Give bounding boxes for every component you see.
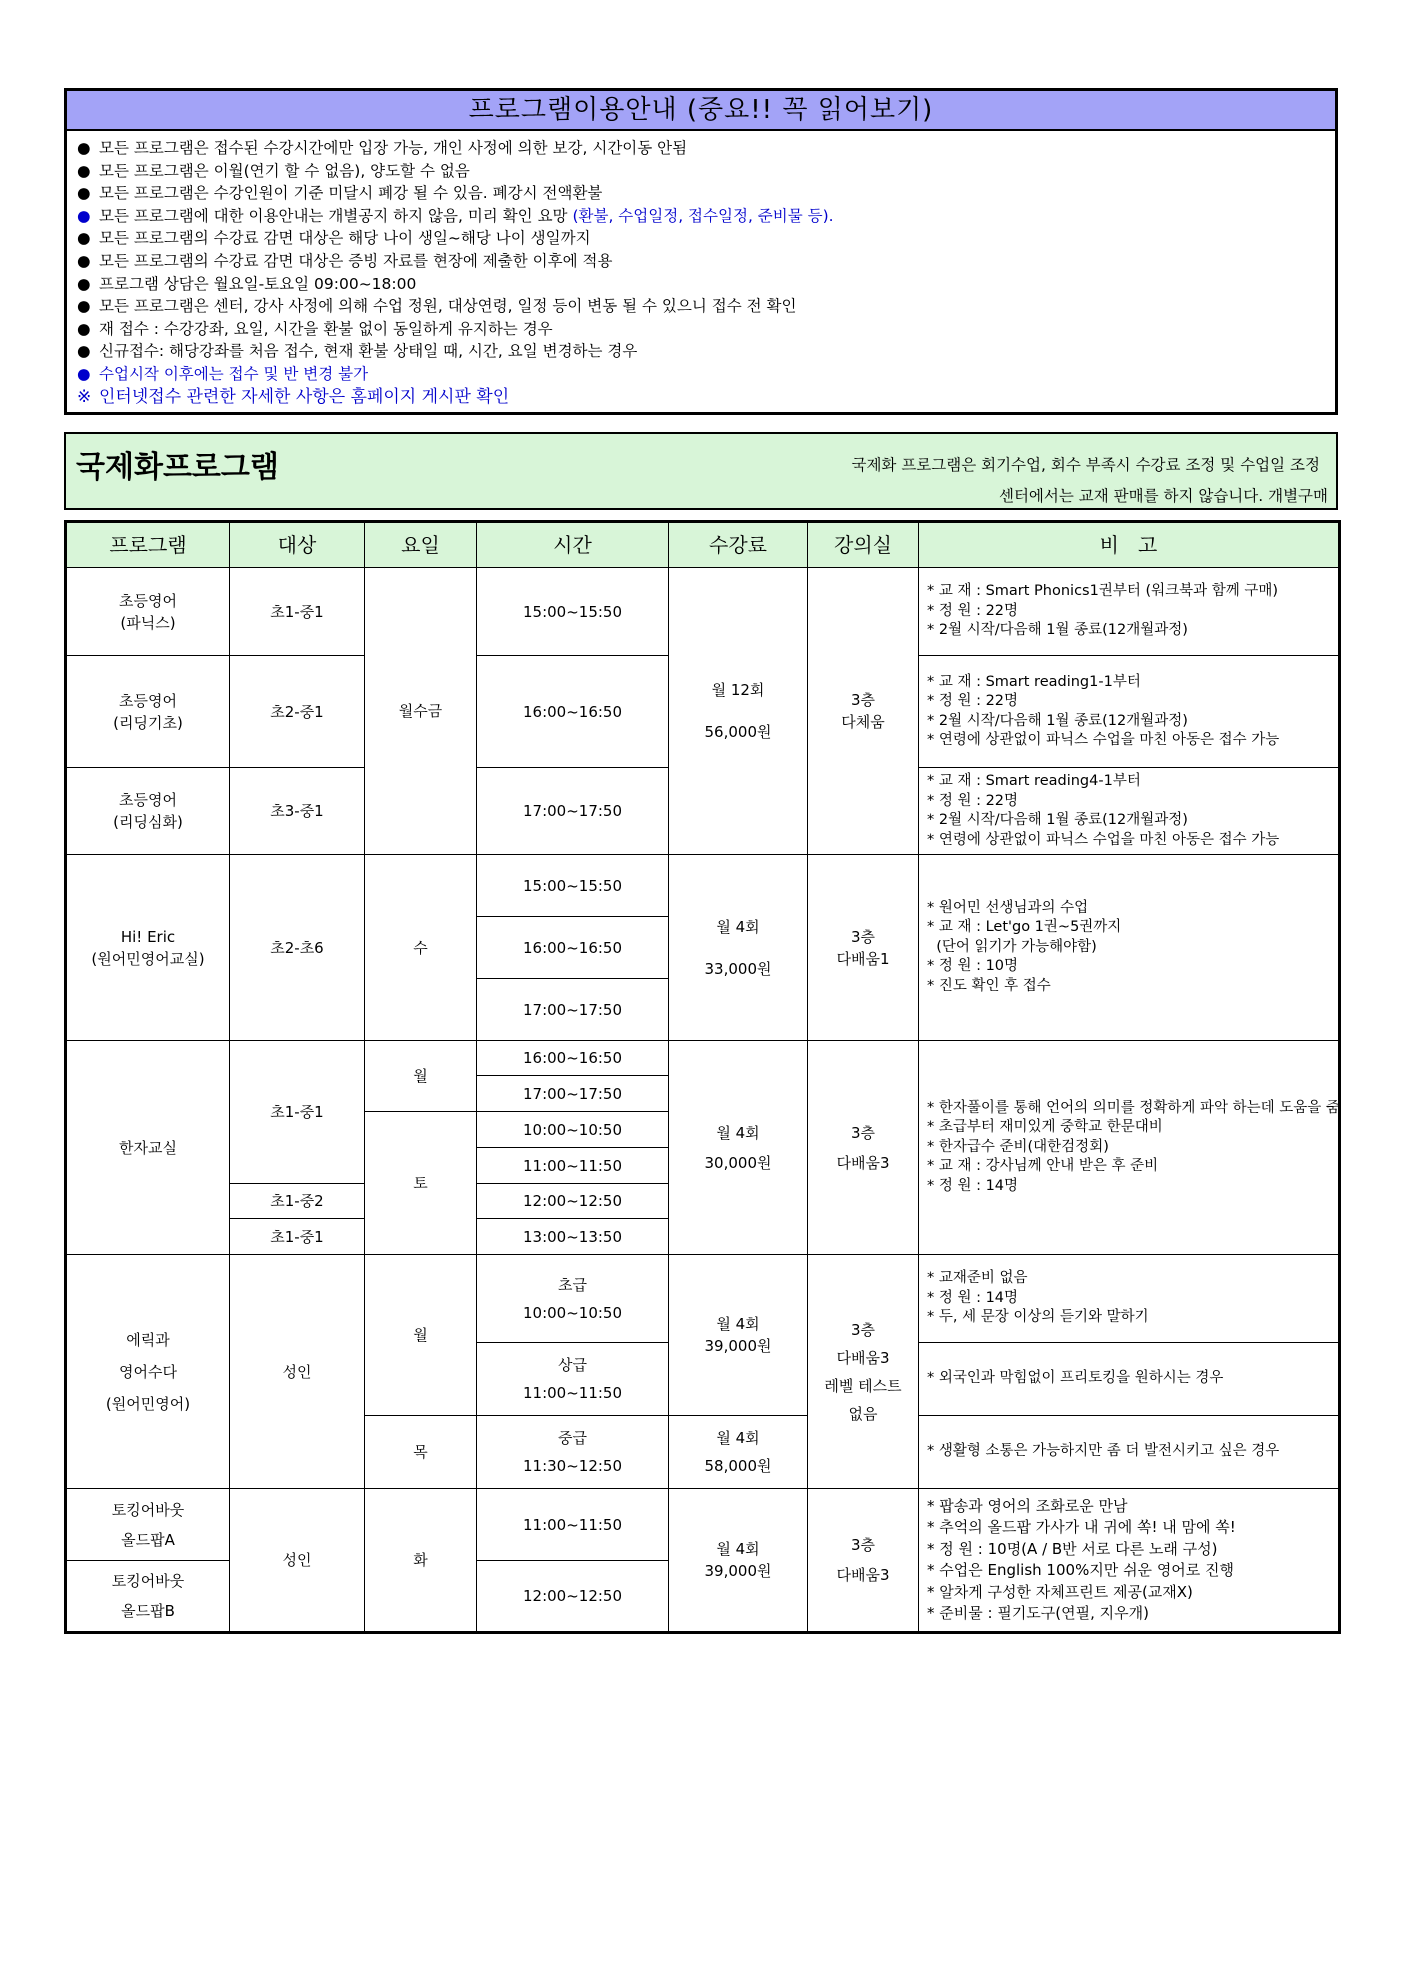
fee-cell: 월 4회 30,000원 — [669, 1041, 808, 1255]
time-cell: 12:00~12:50 — [477, 1184, 669, 1219]
target-cell: 성인 — [230, 1255, 365, 1489]
notice-item: ※ 인터넷접수 관련한 자세한 사항은 홈페이지 게시판 확인 — [77, 386, 510, 407]
section-note: 국제화 프로그램은 회기수업, 회수 부족시 수강료 조정 및 수업일 조정 — [851, 456, 1320, 474]
notice-item: ● 프로그램 상담은 월요일-토요일 09:00~18:00 — [77, 273, 1335, 296]
notice-item: ● 재 접수 : 수강강좌, 요일, 시간을 환불 없이 동일하게 유지하는 경우 — [77, 318, 1335, 341]
notice-item: ● 모든 프로그램의 수강료 감면 대상은 증빙 자료를 현장에 제출한 이후에 적용 — [77, 250, 1335, 273]
room-cell: 3층 다체움 — [808, 568, 919, 855]
notice-item: ● 모든 프로그램의 수강료 감면 대상은 해당 나이 생일~해당 나이 생일까지 — [77, 227, 1335, 250]
room-cell: 3층 다배움3 레벨 테스트 없음 — [808, 1255, 919, 1489]
note-cell: * 한자풀이를 통해 언어의 의미를 정확하게 파악 하는데 도움을 줌 * 초급부터 재미있게 중학교 한문대비 * 한자급수 준비(대한검정회) * 교 재 : 강사님께 안내 받은 후 준비 * 정 원 : 14명 — [919, 1041, 1340, 1255]
bullet-icon: ● — [77, 139, 91, 157]
day-cell: 수 — [365, 855, 477, 1041]
column-header: 프로그램 — [66, 522, 230, 568]
program-name: 초등영어 (리딩기초) — [66, 656, 230, 768]
section-note: 센터에서는 교재 판매를 하지 않습니다. 개별구매 — [998, 487, 1328, 505]
day-cell: 월 — [365, 1255, 477, 1416]
fee-cell: 월 4회 33,000원 — [669, 855, 808, 1041]
column-header: 요일 — [365, 522, 477, 568]
program-name: 초등영어 (파닉스) — [66, 568, 230, 656]
program-name: 한자교실 — [66, 1041, 230, 1255]
target-cell: 성인 — [230, 1489, 365, 1633]
room-cell: 3층 다배움3 — [808, 1041, 919, 1255]
column-header: 강의실 — [808, 522, 919, 568]
target-cell: 초2-초6 — [230, 855, 365, 1041]
time-cell: 상급 11:00~11:50 — [477, 1343, 669, 1416]
reference-mark-icon: ※ — [77, 386, 92, 407]
note-cell: * 교 재 : Smart Phonics1권부터 (워크북과 함께 구매) * 정 원 : 22명 * 2월 시작/다음해 1월 종료(12개월과정) — [919, 568, 1340, 656]
target-cell: 초1-중1 — [230, 568, 365, 656]
time-cell: 17:00~17:50 — [477, 979, 669, 1041]
day-cell: 월수금 — [365, 568, 477, 855]
note-cell: * 팝송과 영어의 조화로운 만남 * 추억의 올드팝 가사가 내 귀에 쏙! 내 맘에 쏙! * 정 원 : 10명(A / B반 서로 다른 노래 구성) * 수업은 English 100%지만 쉬운 영어로 진행 * 알차게 구성한 자체프린트 제공(교재X) * 준비물 : 필기도구(연필, 지우개) — [919, 1489, 1340, 1633]
table-row — [66, 1255, 1340, 1343]
room-cell: 3층 다배움1 — [808, 855, 919, 1041]
bullet-icon: ● — [77, 184, 91, 203]
fee-cell: 월 4회 39,000원 — [669, 1255, 808, 1416]
program-table — [64, 520, 1341, 1634]
target-cell: 초1-중1 — [230, 1041, 365, 1184]
table-row — [66, 568, 1340, 656]
time-cell: 12:00~12:50 — [477, 1561, 669, 1633]
program-name: 토킹어바웃 올드팝A — [66, 1489, 230, 1561]
time-cell: 초급 10:00~10:50 — [477, 1255, 669, 1343]
program-name: 초등영어 (리딩심화) — [66, 768, 230, 855]
bullet-icon: ● — [77, 206, 91, 225]
time-cell: 11:00~11:50 — [477, 1148, 669, 1184]
note-cell: * 교재준비 없음 * 정 원 : 14명 * 두, 세 문장 이상의 듣기와 말하기 — [919, 1255, 1340, 1343]
bullet-icon: ● — [77, 342, 91, 361]
target-cell: 초1-중1 — [230, 1219, 365, 1255]
notice-item: ● 모든 프로그램은 수강인원이 기준 미달시 폐강 될 수 있음. 폐강시 전액환불 — [77, 182, 1335, 205]
note-cell: * 생활형 소통은 가능하지만 좀 더 발전시키고 싶은 경우 — [919, 1416, 1340, 1489]
time-cell: 15:00~15:50 — [477, 855, 669, 917]
table-header-row — [66, 522, 1340, 568]
day-cell: 월 — [365, 1041, 477, 1112]
note-cell: * 교 재 : Smart reading4-1부터 * 정 원 : 22명 * 2월 시작/다음해 1월 종료(12개월과정) * 연령에 상관없이 파닉스 수업을 마친 아동은 접수 가능 — [919, 768, 1340, 855]
time-cell: 11:00~11:50 — [477, 1489, 669, 1561]
room-cell: 3층 다배움3 — [808, 1489, 919, 1633]
column-header: 비 고 — [919, 522, 1340, 568]
program-name: 에릭과 영어수다 (원어민영어) — [66, 1255, 230, 1489]
time-cell: 17:00~17:50 — [477, 768, 669, 855]
time-cell: 17:00~17:50 — [477, 1076, 669, 1112]
day-cell: 목 — [365, 1416, 477, 1489]
bullet-icon: ● — [77, 251, 91, 270]
bullet-icon: ● — [77, 364, 91, 383]
fee-cell: 월 4회 39,000원 — [669, 1489, 808, 1633]
column-header: 시간 — [477, 522, 669, 568]
bullet-icon: ● — [77, 229, 91, 248]
day-cell: 토 — [365, 1112, 477, 1255]
table-row — [66, 855, 1340, 917]
fee-cell: 월 4회 58,000원 — [669, 1416, 808, 1489]
section-header — [64, 432, 1338, 510]
notice-item: ● 모든 프로그램은 접수된 수강시간에만 입장 가능, 개인 사정에 의한 보강, 시간이동 안됨 — [77, 137, 1335, 160]
day-cell: 화 — [365, 1489, 477, 1633]
target-cell: 초1-중2 — [230, 1184, 365, 1219]
note-cell: * 원어민 선생님과의 수업 * 교 재 : Let'go 1권~5권까지 (단어 읽기가 가능해야함) * 정 원 : 10명 * 진도 확인 후 접수 — [919, 855, 1340, 1041]
table-row — [66, 1489, 1340, 1561]
bullet-icon: ● — [77, 297, 91, 316]
note-cell: * 교 재 : Smart reading1-1부터 * 정 원 : 22명 * 2월 시작/다음해 1월 종료(12개월과정) * 연령에 상관없이 파닉스 수업을 마친 아동은 접수 가능 — [919, 656, 1340, 768]
time-cell: 13:00~13:50 — [477, 1219, 669, 1255]
table-row — [66, 1041, 1340, 1076]
bullet-icon: ● — [77, 161, 91, 180]
bullet-icon: ● — [77, 319, 91, 338]
notice-title: 프로그램이용안내 (중요!! 꼭 읽어보기) — [67, 91, 1335, 131]
time-cell: 10:00~10:50 — [477, 1112, 669, 1148]
notice-list — [67, 137, 1335, 408]
notice-item: ● 모든 프로그램에 대한 이용안내는 개별공지 하지 않음, 미리 확인 요망 (환불, 수업일정, 접수일정, 준비물 등). — [77, 205, 1335, 228]
notice-item: ● 모든 프로그램은 센터, 강사 사정에 의해 수업 정원, 대상연령, 일정 등이 변동 될 수 있으니 접수 전 확인 — [77, 295, 1335, 318]
note-cell: * 외국인과 막힘없이 프리토킹을 원하시는 경우 — [919, 1343, 1340, 1416]
notice-item: ● 수업시작 이후에는 접수 및 반 변경 불가 — [77, 363, 1335, 386]
notice-item: ● 모든 프로그램은 이월(연기 할 수 없음), 양도할 수 없음 — [77, 160, 1335, 183]
column-header: 수강료 — [669, 522, 808, 568]
section-title: 국제화프로그램 — [76, 450, 279, 485]
target-cell: 초2-중1 — [230, 656, 365, 768]
notice-box — [64, 88, 1338, 415]
time-cell: 15:00~15:50 — [477, 568, 669, 656]
notice-item: ● 신규접수: 해당강좌를 처음 접수, 현재 환불 상태일 때, 시간, 요일 변경하는 경우 — [77, 340, 1335, 363]
target-cell: 초3-중1 — [230, 768, 365, 855]
time-cell: 16:00~16:50 — [477, 1041, 669, 1076]
column-header: 대상 — [230, 522, 365, 568]
bullet-icon: ● — [77, 274, 91, 293]
fee-cell: 월 12회 56,000원 — [669, 568, 808, 855]
program-name: 토킹어바웃 올드팝B — [66, 1561, 230, 1633]
time-cell: 16:00~16:50 — [477, 917, 669, 979]
time-cell: 16:00~16:50 — [477, 656, 669, 768]
time-cell: 중급 11:30~12:50 — [477, 1416, 669, 1489]
program-name: Hi! Eric (원어민영어교실) — [66, 855, 230, 1041]
